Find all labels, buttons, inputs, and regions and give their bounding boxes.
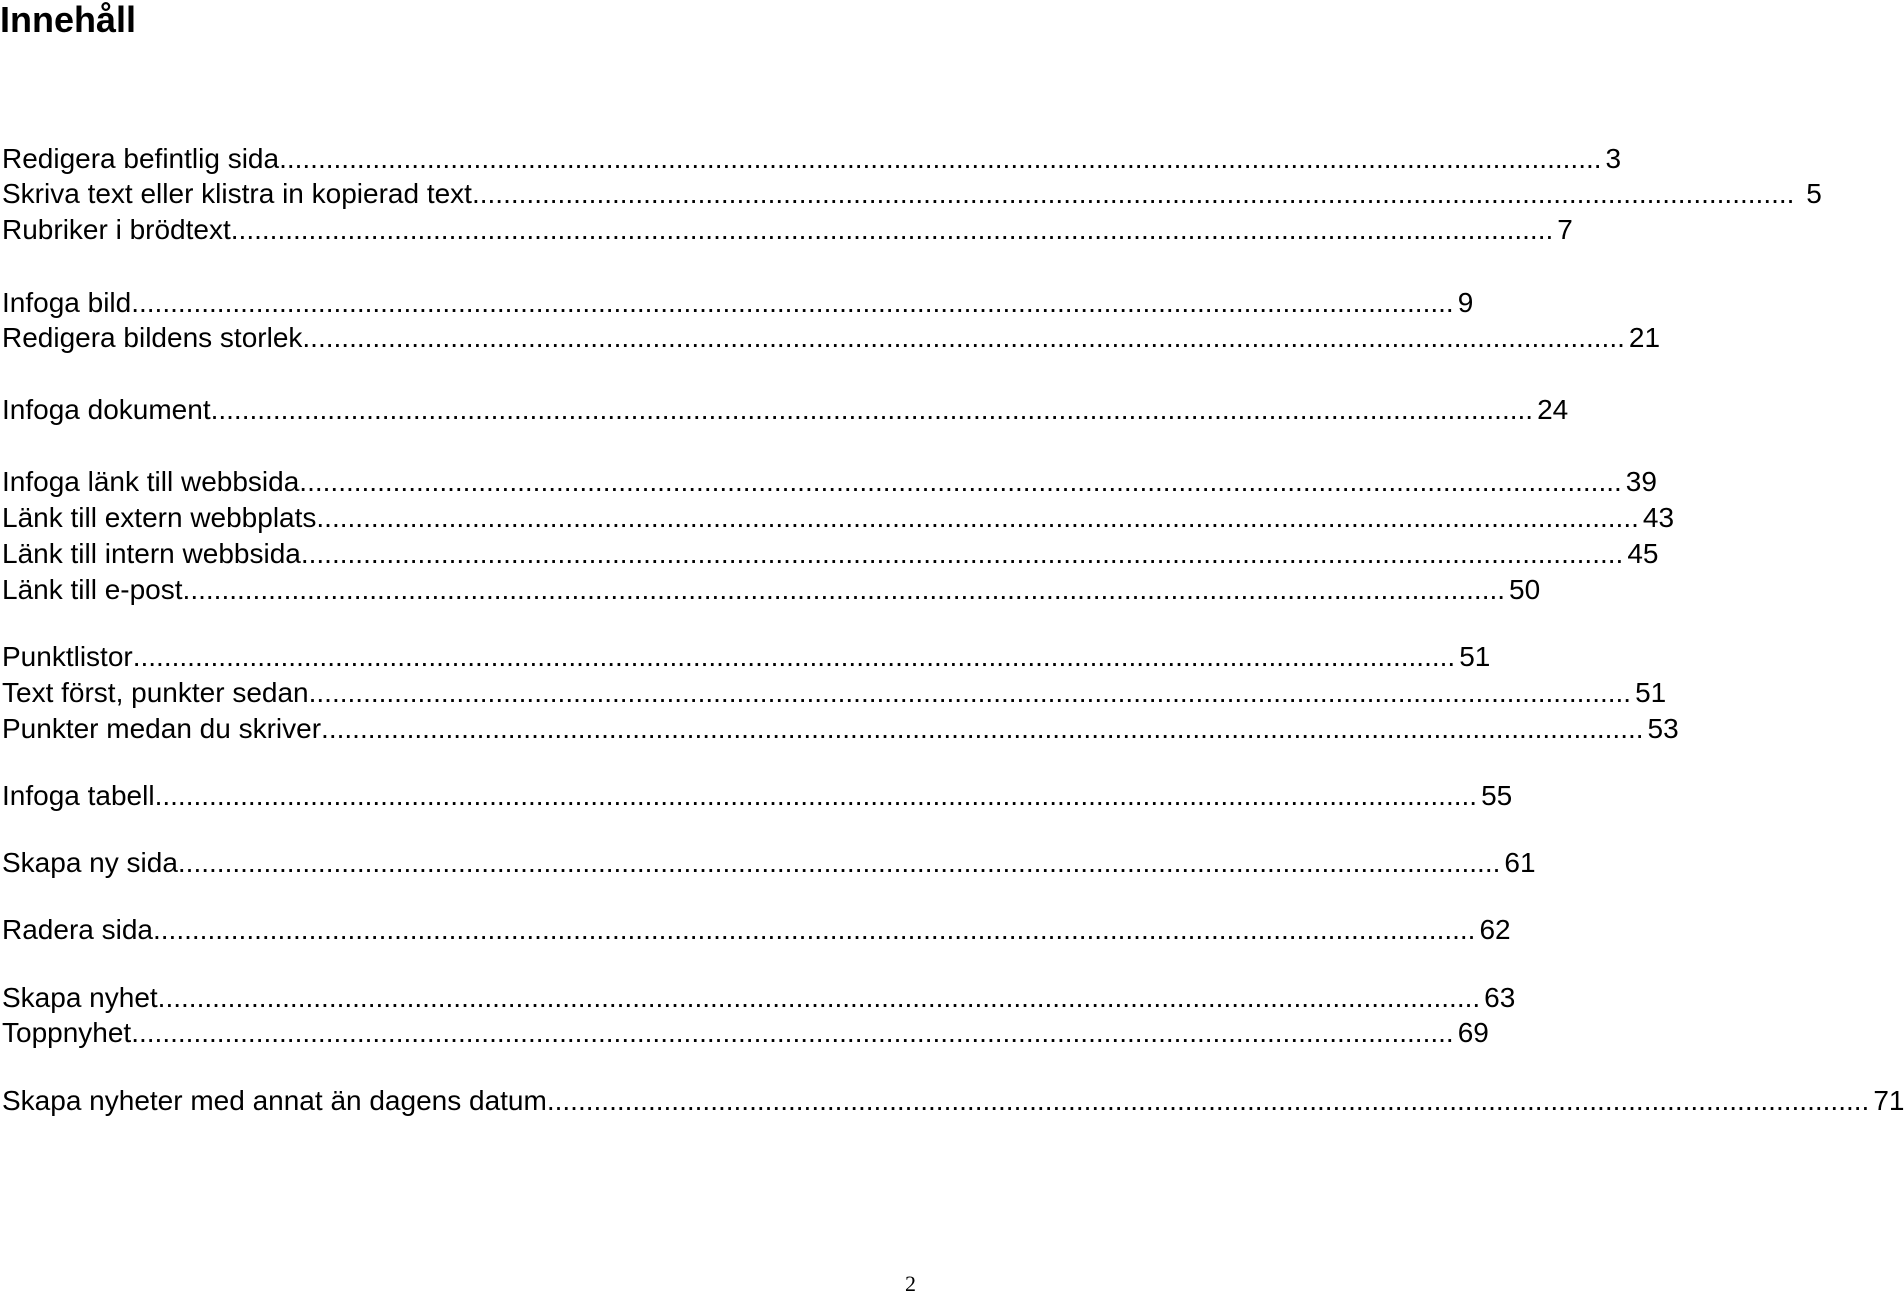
toc-entry-page: 61 [1504, 847, 1536, 878]
toc-dot-leader: .......................................................................................................................................................................... [132, 641, 1456, 672]
toc-entry-page: 21 [1628, 322, 1661, 353]
toc-entry[interactable] [2, 778, 1513, 814]
toc-entry-page: 71 [1873, 1085, 1904, 1116]
toc-entry-page: 43 [1642, 502, 1675, 533]
toc-entry[interactable] [2, 711, 1679, 747]
toc-dot-leader: .......................................................................................................................................................................... [321, 713, 1644, 744]
toc-dot-leader: .......................................................................................................................................................................... [230, 214, 1554, 245]
toc-dot-leader: .......................................................................................................................................................................... [131, 287, 1454, 318]
toc-entry-page: 5 [1798, 178, 1822, 209]
toc-entry-label: Redigera bildens storlek [2, 322, 303, 353]
toc-entry[interactable] [2, 912, 1511, 948]
toc-entry-page: 69 [1457, 1017, 1489, 1048]
toc-entry-label: Redigera befintlig sida [2, 143, 280, 174]
toc-entry-page: 51 [1635, 677, 1667, 708]
toc-entry-page: 3 [1605, 143, 1622, 174]
toc-entry-page: 39 [1625, 466, 1657, 497]
toc-entry-page: 24 [1537, 394, 1569, 425]
toc-dot-leader: .......................................................................................................................................................................... [157, 982, 1481, 1013]
toc-entry-label: Länk till intern webbsida [2, 538, 301, 569]
toc-entry[interactable] [2, 141, 1622, 177]
toc-entry-label: Infoga dokument [2, 394, 211, 425]
toc-entry-label: Toppnyhet [2, 1017, 132, 1048]
toc-entry[interactable] [2, 536, 1659, 572]
toc-entry-label: Infoga bild [2, 287, 132, 318]
toc-entry-label: Punktlistor [2, 641, 133, 672]
toc-entry[interactable] [2, 845, 1536, 881]
toc-entry-label: Infoga tabell [2, 780, 155, 811]
toc-entry[interactable] [2, 320, 1661, 356]
toc-dot-leader: .......................................................................................................................................................................... [302, 322, 1625, 353]
toc-entry-page: 51 [1459, 641, 1491, 672]
toc-entry-page: 62 [1479, 914, 1511, 945]
toc-dot-leader: .......................................................................................................................................................................... [279, 143, 1602, 174]
toc-dot-leader: .......................................................................................................................................................................... [131, 1017, 1454, 1048]
toc-dot-leader: .......................................................................................................................................................................... [308, 677, 1632, 708]
toc-entry-label: Infoga länk till webbsida [2, 466, 300, 497]
toc-entry-label: Punkter medan du skriver [2, 713, 322, 744]
toc-entry[interactable] [2, 980, 1516, 1016]
toc-entry-label: Text först, punkter sedan [2, 677, 309, 708]
toc-entry[interactable] [2, 1015, 1489, 1051]
toc-entry[interactable] [2, 572, 1541, 608]
toc-entry[interactable] [2, 285, 1474, 321]
page-number: 2 [905, 1271, 916, 1296]
toc-dot-leader: .......................................................................................................................................................................... [300, 538, 1624, 569]
toc-dot-leader: .......................................................................................................................................................................... [177, 847, 1501, 878]
toc-dot-leader: .......................................................................................................................................................................... [299, 466, 1622, 497]
toc-entry-label: Länk till extern webbplats [2, 502, 317, 533]
toc-entry-page: 53 [1647, 713, 1679, 744]
toc-entry-page: 45 [1627, 538, 1659, 569]
toc-entry[interactable] [2, 1083, 1904, 1119]
page-title: Innehåll [0, 0, 137, 40]
toc-dot-leader: .......................................................................................................................................................................... [471, 178, 1795, 209]
toc-entry-page: 9 [1457, 287, 1474, 318]
toc-dot-leader: .......................................................................................................................................................................... [152, 914, 1476, 945]
toc-entry-label: Rubriker i brödtext [2, 214, 231, 245]
toc-dot-leader: .......................................................................................................................................................................... [316, 502, 1639, 533]
toc-entry[interactable] [2, 639, 1491, 675]
toc-entry[interactable] [2, 464, 1657, 500]
toc-dot-leader: .......................................................................................................................................................................... [154, 780, 1478, 811]
toc-entry-label: Länk till e-post [2, 574, 183, 605]
toc-entry-label: Skriva text eller klistra in kopierad text [2, 178, 472, 209]
toc-entry[interactable] [2, 675, 1667, 711]
toc-entry[interactable] [2, 212, 1573, 248]
toc-dot-leader: .......................................................................................................................................................................... [182, 574, 1506, 605]
toc-entry[interactable] [2, 176, 1822, 212]
toc-dot-leader: .......................................................................................................................................................................... [546, 1085, 1870, 1116]
toc-entry-page: 55 [1481, 780, 1513, 811]
toc-entry[interactable] [2, 500, 1675, 536]
toc-entry-label: Skapa nyheter med annat än dagens datum [2, 1085, 547, 1116]
toc-entry[interactable] [2, 392, 1569, 428]
toc-entry-label: Skapa nyhet [2, 982, 158, 1013]
toc-entry-label: Radera sida [2, 914, 153, 945]
toc-dot-leader: .......................................................................................................................................................................... [210, 394, 1534, 425]
toc-entry-page: 7 [1557, 214, 1573, 245]
toc-entry-page: 63 [1484, 982, 1516, 1013]
toc-entry-page: 50 [1509, 574, 1541, 605]
toc-entry-label: Skapa ny sida [2, 847, 178, 878]
